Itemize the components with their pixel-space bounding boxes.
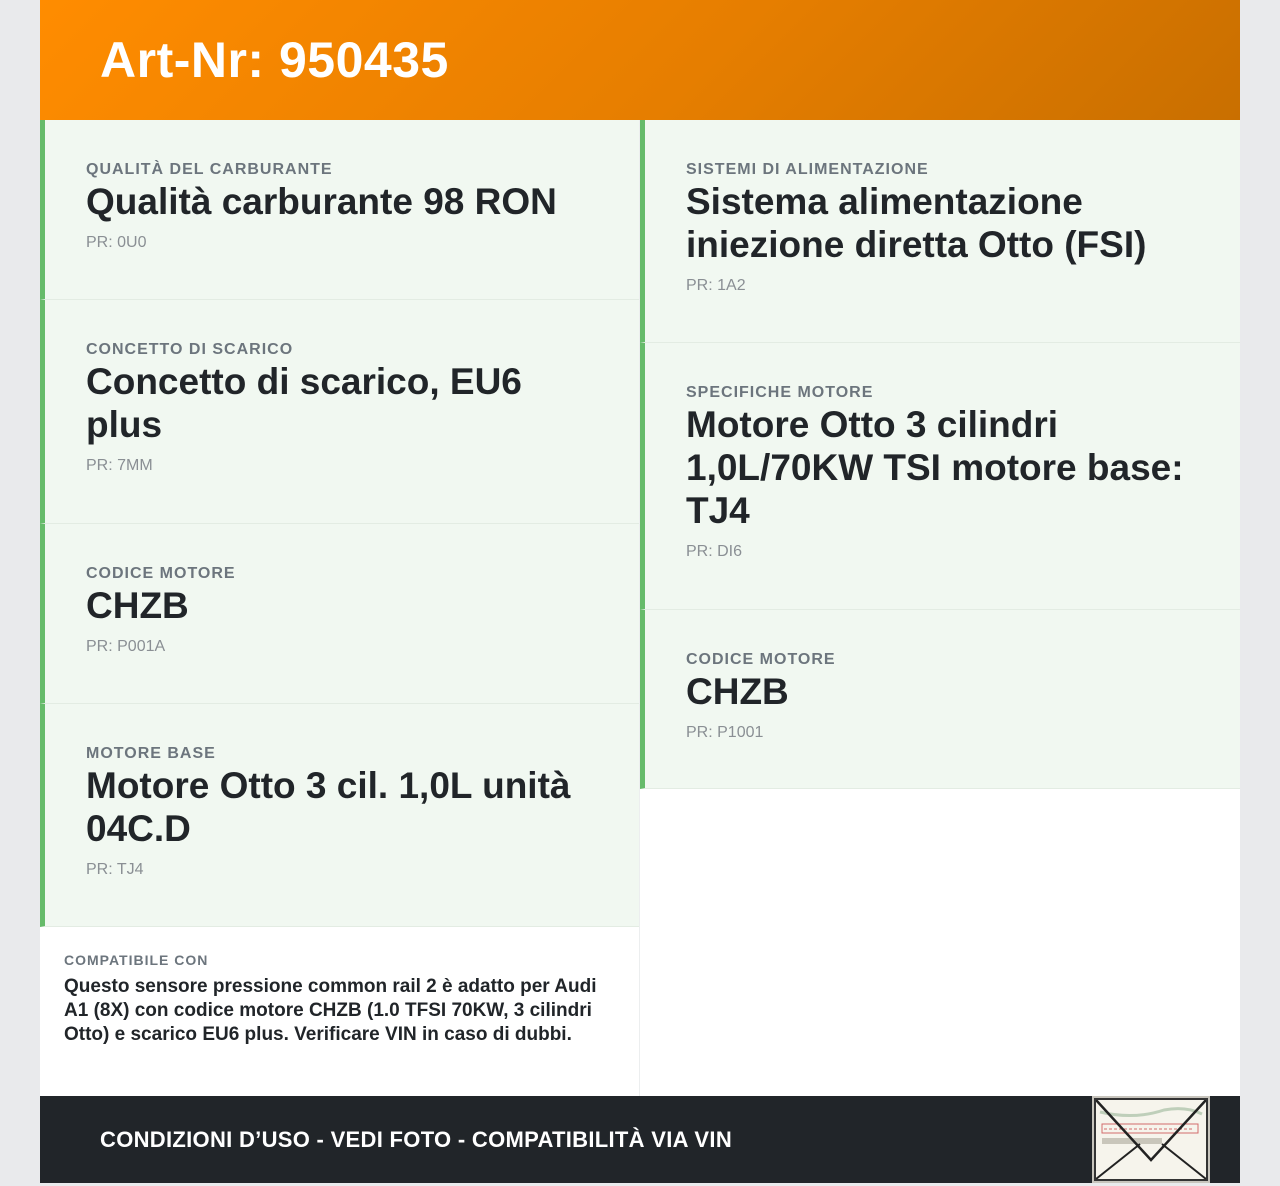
spec-value: Qualità carburante 98 RON [86, 181, 557, 222]
spec-value: Concetto di scarico, EU6 plus [86, 361, 522, 445]
spec-value: Sistema alimentazione iniezione diretta Otto (FSI) [686, 181, 1147, 265]
footer-bar [40, 1096, 1240, 1183]
vin-stamp-icon [1092, 1096, 1210, 1183]
left-column [40, 120, 640, 1096]
spec-label: QUALITÀ DEL CARBURANTE [86, 161, 333, 178]
compatibility-section [40, 927, 639, 1047]
spec-card-base-engine [40, 704, 639, 927]
spec-card-engine-specs [640, 343, 1240, 610]
spec-label: CODICE MOTORE [686, 651, 836, 668]
spec-pr-code: PR: 0U0 [86, 234, 147, 251]
spec-value: CHZB [686, 671, 789, 712]
spec-pr-code: PR: P1001 [686, 724, 764, 741]
page-title: Art-Nr: 950435 [100, 32, 449, 88]
envelope-icon [1094, 1098, 1208, 1181]
footer-links[interactable]: CONDIZIONI D’USO - VEDI FOTO - COMPATIBILITÀ VIA VIN [100, 1126, 733, 1152]
spec-label: CODICE MOTORE [86, 565, 236, 582]
spec-label: SISTEMI DI ALIMENTAZIONE [686, 161, 929, 178]
spec-card-fuel-system [640, 120, 1240, 343]
spec-pr-code: PR: DI6 [686, 543, 743, 560]
spec-label: SPECIFICHE MOTORE [686, 384, 874, 401]
spec-label: CONCETTO DI SCARICO [86, 341, 294, 358]
compatibility-label: COMPATIBILE CON [64, 952, 209, 968]
spec-card-exhaust [40, 300, 639, 524]
spec-pr-code: PR: 1A2 [686, 277, 746, 294]
spec-card-engine-code-2 [640, 610, 1240, 789]
spec-card-fuel-quality [40, 120, 639, 300]
spec-label: MOTORE BASE [86, 745, 216, 762]
right-column [640, 120, 1240, 1096]
page [40, 0, 1240, 1183]
spec-pr-code: PR: P001A [86, 638, 166, 655]
spec-pr-code: PR: TJ4 [86, 861, 144, 878]
spec-value: Motore Otto 3 cil. 1,0L unità 04C.D [86, 765, 571, 849]
compatibility-text: Questo sensore pressione common rail 2 è adatto per Audi A1 (8X) con codice motore CHZB (1.0 TFSI 70KW, 3 cilindri Otto) e scarico EU6 plus. Verificare VIN in caso di dubbi. [64, 976, 597, 1045]
spec-pr-code: PR: 7MM [86, 457, 153, 474]
specs-grid [40, 120, 1240, 1096]
spec-card-engine-code [40, 524, 639, 704]
spec-value: CHZB [86, 585, 189, 626]
spec-value: Motore Otto 3 cilindri 1,0L/70KW TSI motore base: TJ4 [686, 404, 1184, 531]
header-banner [40, 0, 1240, 120]
